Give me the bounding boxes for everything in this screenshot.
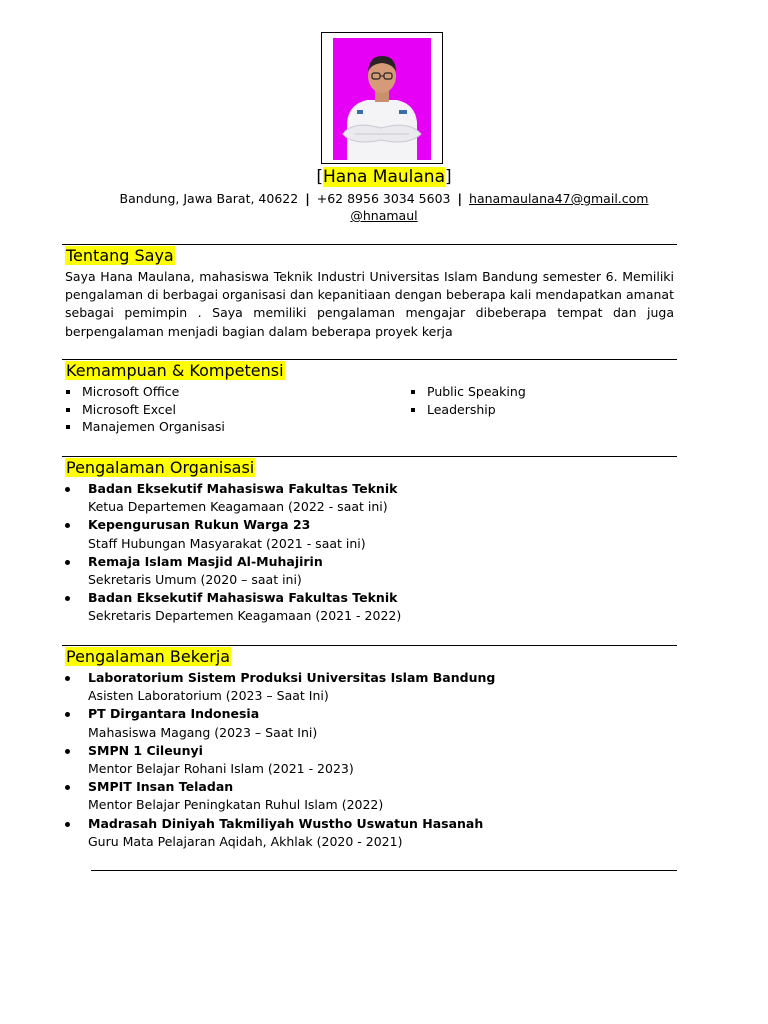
work-entry: [65, 742, 665, 778]
skill-item: Public Speaking: [410, 383, 660, 401]
organization-role: Sekretaris Departemen Keagamaan (2021 - 2022): [88, 608, 402, 624]
organizations-heading: Pengalaman Organisasi: [66, 458, 255, 477]
profile-photo: [333, 38, 431, 160]
phone: +62 8956 3034 5603: [316, 191, 451, 206]
workplace-name: SMPN 1 Cileunyi: [88, 742, 203, 758]
social-line: [0, 207, 768, 225]
workplace-name: SMPIT Insan Teladan: [88, 779, 234, 795]
contact-line: [0, 190, 768, 208]
about-heading: Tentang Saya: [66, 246, 174, 265]
skill-item: Microsoft Excel: [65, 401, 365, 419]
work-role: Asisten Laboratorium (2023 – Saat Ini): [88, 688, 329, 704]
organization-role: Staff Hubungan Masyarakat (2021 - saat ini): [88, 535, 366, 551]
about-text: Saya Hana Maulana, mahasiswa Teknik Industri Universitas Islam Bandung semester 6. Memiliki pengalaman di berbagai organisasi dan kepanitiaan dengan beberapa kali mendapatkan amanat sebagai pemimpin . Saya memiliki pengalaman mengajar dibeberapa tempat dan juga berpengalaman menjadi bagian dalam beberapa proyek kerja: [65, 269, 674, 339]
person-illustration: [333, 38, 431, 160]
work-role: Mentor Belajar Rohani Islam (2021 - 2023): [88, 761, 354, 777]
organization-entry: [65, 516, 665, 552]
organization-entry: [65, 480, 665, 516]
skills-heading: Kemampuan & Kompetensi: [66, 361, 284, 380]
work-role: Guru Mata Pelajaran Aqidah, Akhlak (2020 - 2021): [88, 833, 403, 849]
organization-name: Kepengurusan Rukun Warga 23: [88, 517, 311, 533]
organization-name: Badan Eksekutif Mahasiswa Fakultas Teknik: [88, 481, 398, 496]
work-entry: [65, 669, 665, 705]
bracket-open: [: [316, 167, 323, 187]
work-heading: Pengalaman Bekerja: [66, 647, 231, 666]
organization-name: Badan Eksekutif Mahasiswa Fakultas Teknik: [88, 590, 398, 606]
full-name: Hana Maulana: [323, 167, 445, 187]
work-role: Mentor Belajar Peningkatan Ruhul Islam (2022): [88, 797, 384, 813]
footer-divider: [91, 870, 677, 871]
skill-item: Microsoft Office: [65, 383, 365, 401]
separator: |: [457, 191, 463, 206]
bracket-close: ]: [445, 167, 452, 187]
name-header: [0, 166, 768, 188]
workplace-name: Madrasah Diniyah Takmiliyah Wustho Uswatun Hasanah: [88, 815, 484, 831]
skill-item: Leadership: [410, 401, 660, 419]
separator: |: [305, 191, 310, 206]
skills-list-right: [410, 383, 660, 418]
work-entry: [65, 778, 665, 814]
organization-role: Ketua Departemen Keagamaan (2022 - saat ini): [88, 499, 388, 515]
workplace-name: Laboratorium Sistem Produksi Universitas Islam Bandung: [88, 670, 496, 685]
organizations-list: [65, 480, 665, 626]
work-entry: [65, 815, 665, 851]
work-entry: [65, 705, 665, 741]
skill-item: Manajemen Organisasi: [65, 418, 365, 436]
social-handle-link[interactable]: @hnamaul: [350, 208, 418, 223]
email-link[interactable]: hanamaulana47@gmail.com: [469, 191, 649, 206]
workplace-name: PT Dirgantara Indonesia: [88, 706, 260, 722]
profile-photo-frame: [321, 32, 443, 164]
organization-role: Sekretaris Umum (2020 – saat ini): [88, 572, 302, 588]
organization-name: Remaja Islam Masjid Al-Muhajirin: [88, 553, 323, 569]
organization-entry: [65, 589, 665, 625]
address: Bandung, Jawa Barat, 40622: [119, 191, 299, 206]
work-role: Mahasiswa Magang (2023 – Saat Ini): [88, 724, 318, 740]
organization-entry: [65, 553, 665, 589]
work-list: [65, 669, 665, 851]
skills-list-left: [65, 383, 365, 436]
